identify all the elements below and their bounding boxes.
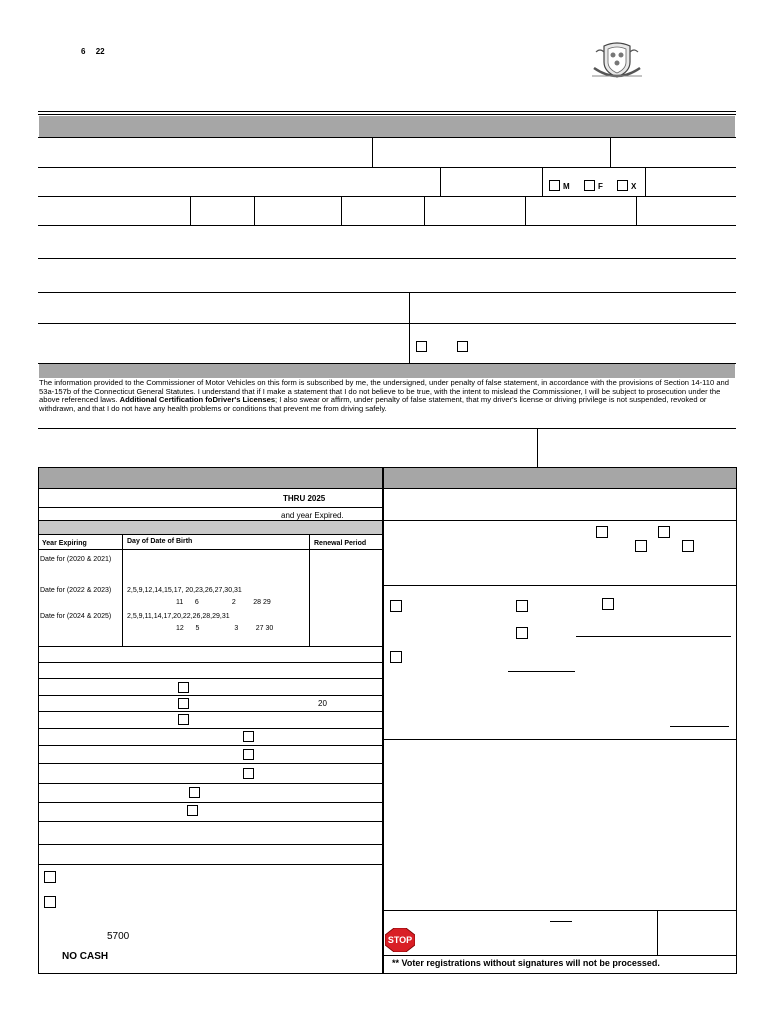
rule — [38, 864, 383, 865]
rule — [383, 910, 737, 911]
certification-statement — [39, 379, 733, 413]
divider — [424, 196, 425, 225]
payment-check-checkbox[interactable] — [44, 871, 56, 883]
id-field[interactable] — [373, 137, 610, 167]
rule — [38, 534, 383, 535]
fee-checkbox-1[interactable] — [178, 682, 189, 693]
voter-option-checkbox-4[interactable] — [516, 627, 528, 639]
divider — [657, 910, 658, 955]
rule — [38, 783, 383, 784]
voter-option-checkbox-3[interactable] — [602, 598, 614, 610]
rule — [38, 844, 383, 845]
col-renewal-period: Renewal Period — [314, 540, 367, 547]
rule — [38, 802, 383, 803]
divider — [525, 196, 526, 225]
rule — [38, 695, 383, 696]
divider — [636, 196, 637, 225]
rule — [38, 488, 383, 489]
rule — [38, 428, 736, 429]
renewal-row-days: 2,5,9,12,14,15,17, 20,23,26,27,30,31 — [127, 587, 242, 594]
voter-signature-note: ** Voter registrations without signatures will not be processed. — [392, 958, 660, 968]
expired-line: and year Expired. — [281, 511, 344, 520]
rule — [383, 488, 737, 489]
divider — [309, 534, 310, 646]
col-day-of-birth: Day of Date of Birth — [127, 538, 193, 545]
top-rule — [38, 111, 736, 112]
rule — [38, 646, 383, 647]
certification-bold: Additional Certification foDriver's Licenses — [119, 395, 276, 405]
form-number — [81, 47, 105, 56]
certification-text: The information provided to the Commissioner of Motor Vehicles on this form is subscribed by me, the undersigned, under penalty of false statement, in accordance with the provisions of Section 14-110 and 53a-157b of the Connecticut General Statutes. I understand that if I make a statement that I do not believe to be true, with the intent to mislead the Commissioner, I will be subject to prosecution under the above referenced laws. — [39, 378, 729, 405]
rule — [38, 821, 383, 822]
rule — [38, 225, 736, 226]
certification-header-bar — [39, 364, 735, 378]
rule — [383, 739, 737, 740]
fee-checkbox-3[interactable] — [178, 714, 189, 725]
left-panel-header — [39, 468, 382, 488]
section-header-bar — [39, 116, 735, 137]
fee-amount: 5700 — [107, 931, 130, 942]
fee-checkbox-6[interactable] — [243, 768, 254, 779]
payment-money-order-checkbox[interactable] — [44, 896, 56, 908]
right-panel-header — [384, 468, 736, 488]
divider — [440, 167, 441, 196]
top-rule-2 — [38, 114, 736, 115]
rule — [38, 507, 383, 508]
col-year-expiring: Year Expiring — [42, 540, 87, 547]
stop-sign-icon — [385, 928, 415, 952]
rule — [38, 662, 383, 663]
gender-f-checkbox[interactable] — [584, 180, 595, 191]
fee-checkbox-7[interactable] — [189, 787, 200, 798]
divider — [254, 196, 255, 225]
rule — [38, 323, 736, 324]
rule — [38, 745, 383, 746]
signature-date-line[interactable] — [550, 921, 572, 922]
option-yes-checkbox[interactable] — [416, 341, 427, 352]
form-code-a: 6 — [81, 47, 86, 56]
voter-option-checkbox-2[interactable] — [516, 600, 528, 612]
renewal-row-days: 2,5,9,11,14,17,20,22,26,28,29,31 — [127, 613, 230, 620]
name-field[interactable] — [38, 137, 373, 167]
renewal-row-year: Date for (2022 & 2023) — [40, 587, 112, 594]
voter-party-checkbox-1[interactable] — [596, 526, 608, 538]
rule — [38, 678, 383, 679]
voter-option-checkbox-1[interactable] — [390, 600, 402, 612]
voter-input-line-2[interactable] — [670, 726, 729, 727]
rule — [383, 520, 737, 521]
fee-checkbox-8[interactable] — [187, 805, 198, 816]
divider — [190, 196, 191, 225]
voter-input-line[interactable] — [508, 671, 575, 672]
voter-option-checkbox-5[interactable] — [390, 651, 402, 663]
option-no-checkbox[interactable] — [457, 341, 468, 352]
rule — [38, 728, 383, 729]
rule — [38, 549, 383, 550]
rule — [38, 258, 736, 259]
gender-x-checkbox[interactable] — [617, 180, 628, 191]
signature-divider — [537, 428, 538, 468]
renewal-row-year: Date for (2020 & 2021) — [40, 556, 112, 563]
divider — [610, 137, 611, 167]
fee-year-prefix: 20 — [318, 699, 327, 708]
certification-text-2: ; I also swear or affirm, under penalty of false statement, that my driver's license or driving privilege is not suspended, revoked or withdrawn, and that I do not have any health problems or conditions that prevent me from driving safely. — [39, 395, 707, 413]
rule — [38, 711, 383, 712]
fee-checkbox-4[interactable] — [243, 731, 254, 742]
rule — [38, 292, 736, 293]
voter-party-checkbox-4[interactable] — [682, 540, 694, 552]
voter-party-checkbox-3[interactable] — [635, 540, 647, 552]
renewal-row-days-extra: 12 5 3 27 30 — [176, 625, 274, 632]
voter-party-checkbox-2[interactable] — [658, 526, 670, 538]
no-cash-label: NO CASH — [62, 951, 109, 962]
rule — [38, 167, 736, 168]
rule — [38, 196, 736, 197]
fee-checkbox-2[interactable] — [178, 698, 189, 709]
divider — [542, 167, 543, 196]
divider — [341, 196, 342, 225]
gender-m-label: M — [563, 182, 570, 191]
stop-label: STOP — [387, 935, 413, 945]
rule — [383, 955, 737, 956]
fee-checkbox-5[interactable] — [243, 749, 254, 760]
divider — [645, 167, 646, 196]
renewal-row-days-extra: 11 6 2 28 29 — [176, 599, 271, 606]
gender-f-label: F — [598, 182, 603, 191]
gender-m-checkbox[interactable] — [549, 180, 560, 191]
rule — [38, 763, 383, 764]
form-code-b: 22 — [95, 47, 105, 56]
renewal-row-year: Date for (2024 & 2025) — [40, 613, 112, 620]
renewal-thru-label: THRU 2025 — [283, 494, 326, 503]
divider — [409, 292, 410, 363]
gender-x-label: X — [631, 182, 637, 191]
voter-other-input-line[interactable] — [576, 636, 731, 637]
connecticut-seal-icon — [586, 40, 648, 82]
rule — [383, 585, 737, 586]
renewal-table-header-bar — [39, 521, 382, 534]
divider — [122, 534, 123, 646]
